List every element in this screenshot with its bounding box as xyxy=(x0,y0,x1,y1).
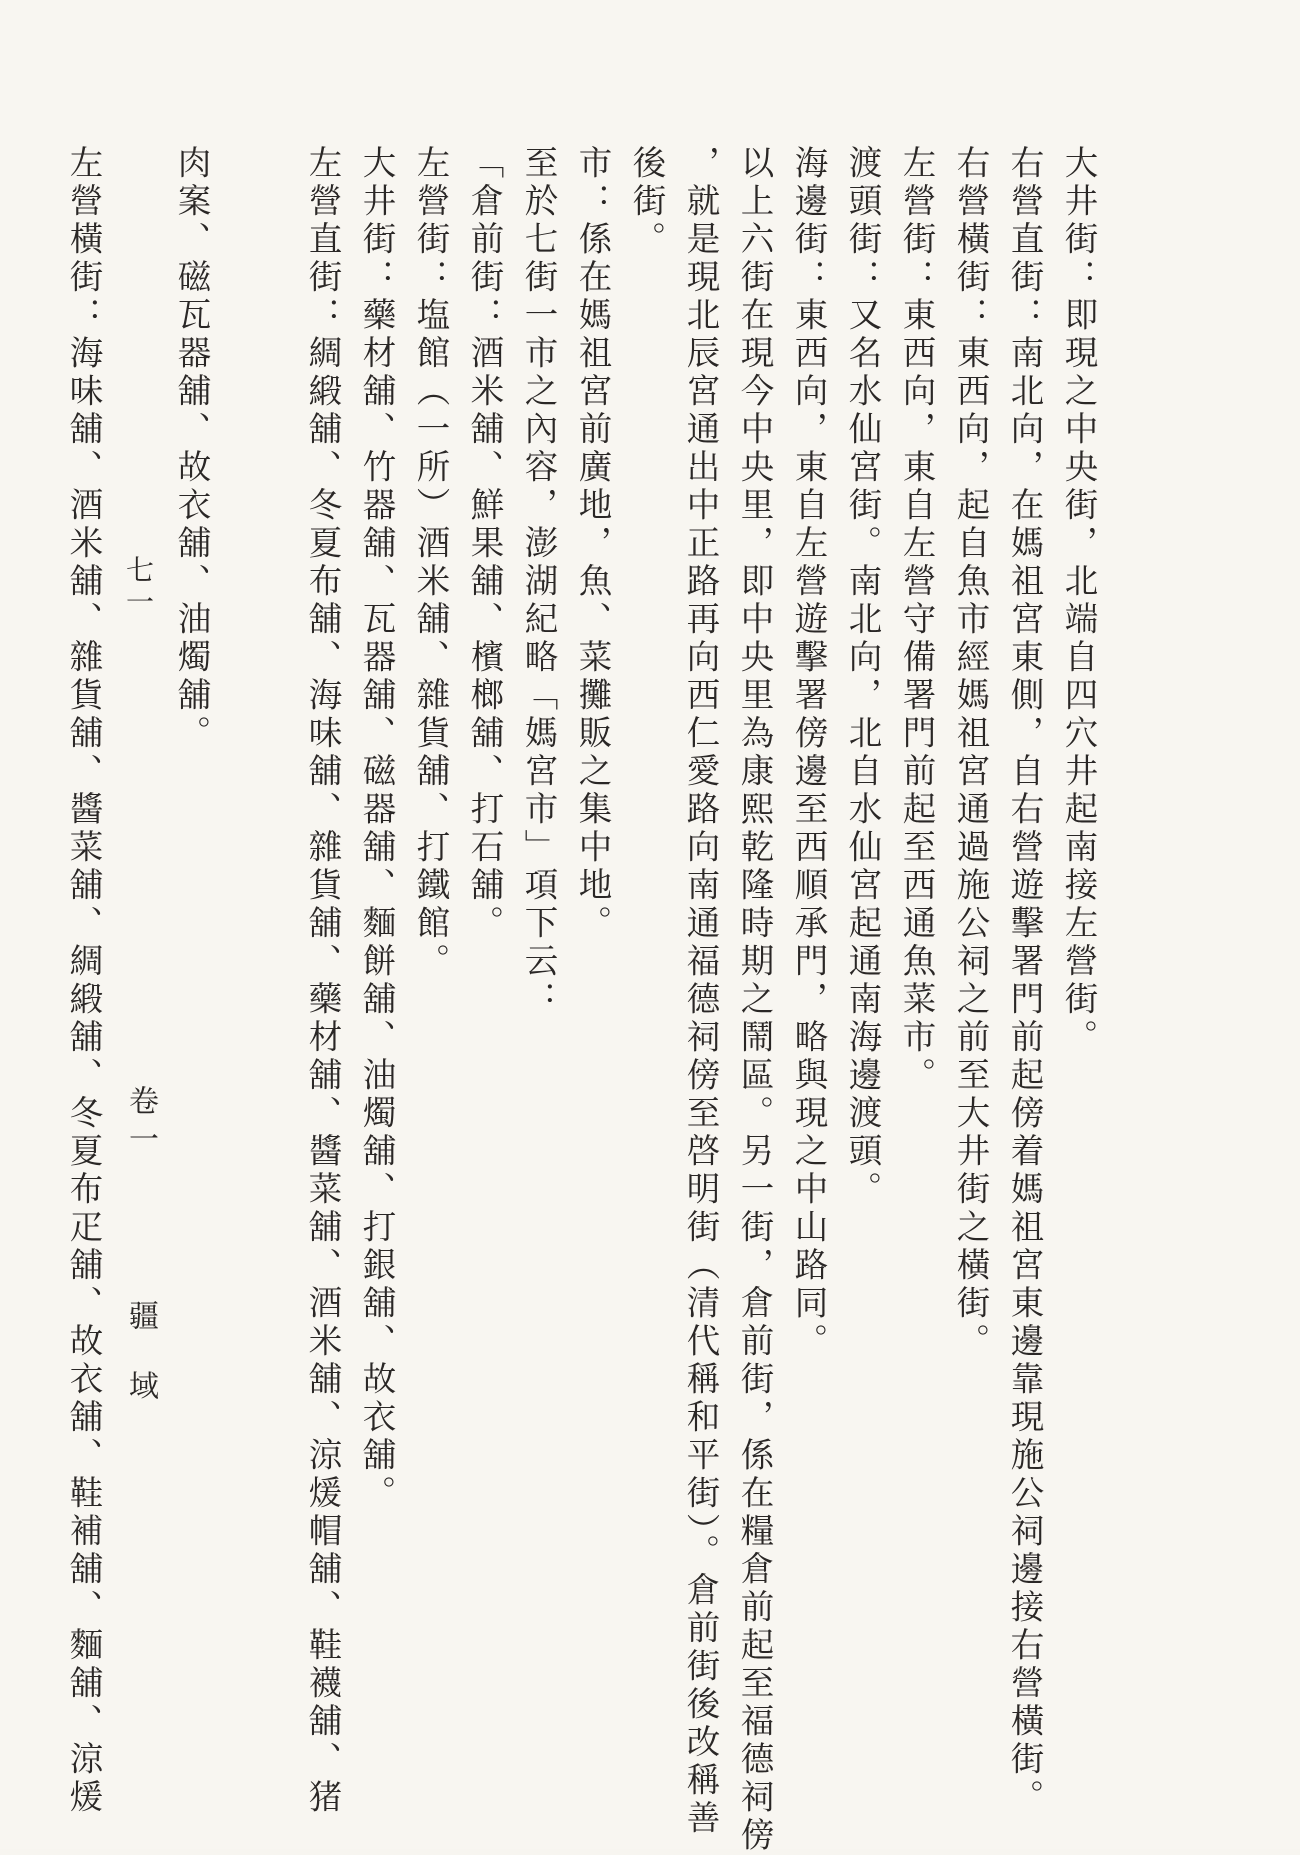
text-column: 左營街：東西向，東自左營守備署門前起至西通魚菜市。 xyxy=(897,145,936,1095)
page-number: 七一 xyxy=(122,555,155,619)
text-column xyxy=(0,145,56,1765)
text-column: 以上六街在現今中央里，即中央里為康熙乾隆時期之鬧區。另一街，倉前街，係在糧倉前起至福德祠傍 xyxy=(735,145,774,1855)
text-column: 海邊街：東西向，東自左營遊擊署傍邊至西順承門，略與現之中山路同。 xyxy=(789,145,828,1361)
volume-label: 卷一 xyxy=(123,1085,158,1161)
text-column: 左營直街：綢緞舖、冬夏布舖、海味舖、雜貨舖、藥材舖、醬菜舖、酒米舖、涼煖帽舖、鞋襪舖、猪 xyxy=(303,145,342,1817)
text-column: 後街。 xyxy=(627,145,666,259)
text-column: ，就是現北辰宮通出中正路再向西仁愛路向南通福德祠傍至啓明街（清代稱和平街）。倉前街後改稱善 xyxy=(681,145,720,1839)
text-column: 左營橫街：海味舖、酒米舖、雜貨舖、醬菜舖、綢緞舖、冬夏布疋舖、故衣舖、鞋補舖、麵舖、涼煖 xyxy=(63,145,103,1817)
column-gap xyxy=(110,145,164,1765)
text-column: 至於七街一市之內容，澎湖紀略「媽宮市」項下云： xyxy=(519,145,558,1019)
text-column: 右營橫街：東西向，起自魚市經媽祖宮通過施公祠之前至大井街之橫街。 xyxy=(951,145,990,1361)
text-column: 大井街：即現之中央街，北端自四穴井起南接左營街。 xyxy=(1059,145,1098,1057)
vertical-text-body xyxy=(0,145,1105,1855)
section-label: 疆域 xyxy=(123,1300,158,1440)
text-column: 肉案、磁瓦器舖、故衣舖、油燭舖。 xyxy=(171,145,211,753)
text-column: 右營直街：南北向，在媽祖宮東側，自右營遊擊署門前起傍着媽祖宮東邊靠現施公祠邊接右營橫街。 xyxy=(1005,145,1044,1817)
text-column: 大井街：藥材舖、竹器舖、瓦器舖、磁器舖、麵餅舖、油燭舖、打銀舖、故衣舖。 xyxy=(357,145,396,1513)
text-column: 市：係在媽祖宮前廣地，魚、菜攤販之集中地。 xyxy=(573,145,612,943)
text-column: 「倉前街：酒米舖、鮮果舖、檳榔舖、打石舖。 xyxy=(465,145,504,943)
text-column: 渡頭街：又名水仙宮街。南北向，北自水仙宮起通南海邊渡頭。 xyxy=(843,145,882,1209)
text-column: 左營街：塩館（一所）酒米舖、雜貨舖、打鐵館。 xyxy=(411,145,450,981)
